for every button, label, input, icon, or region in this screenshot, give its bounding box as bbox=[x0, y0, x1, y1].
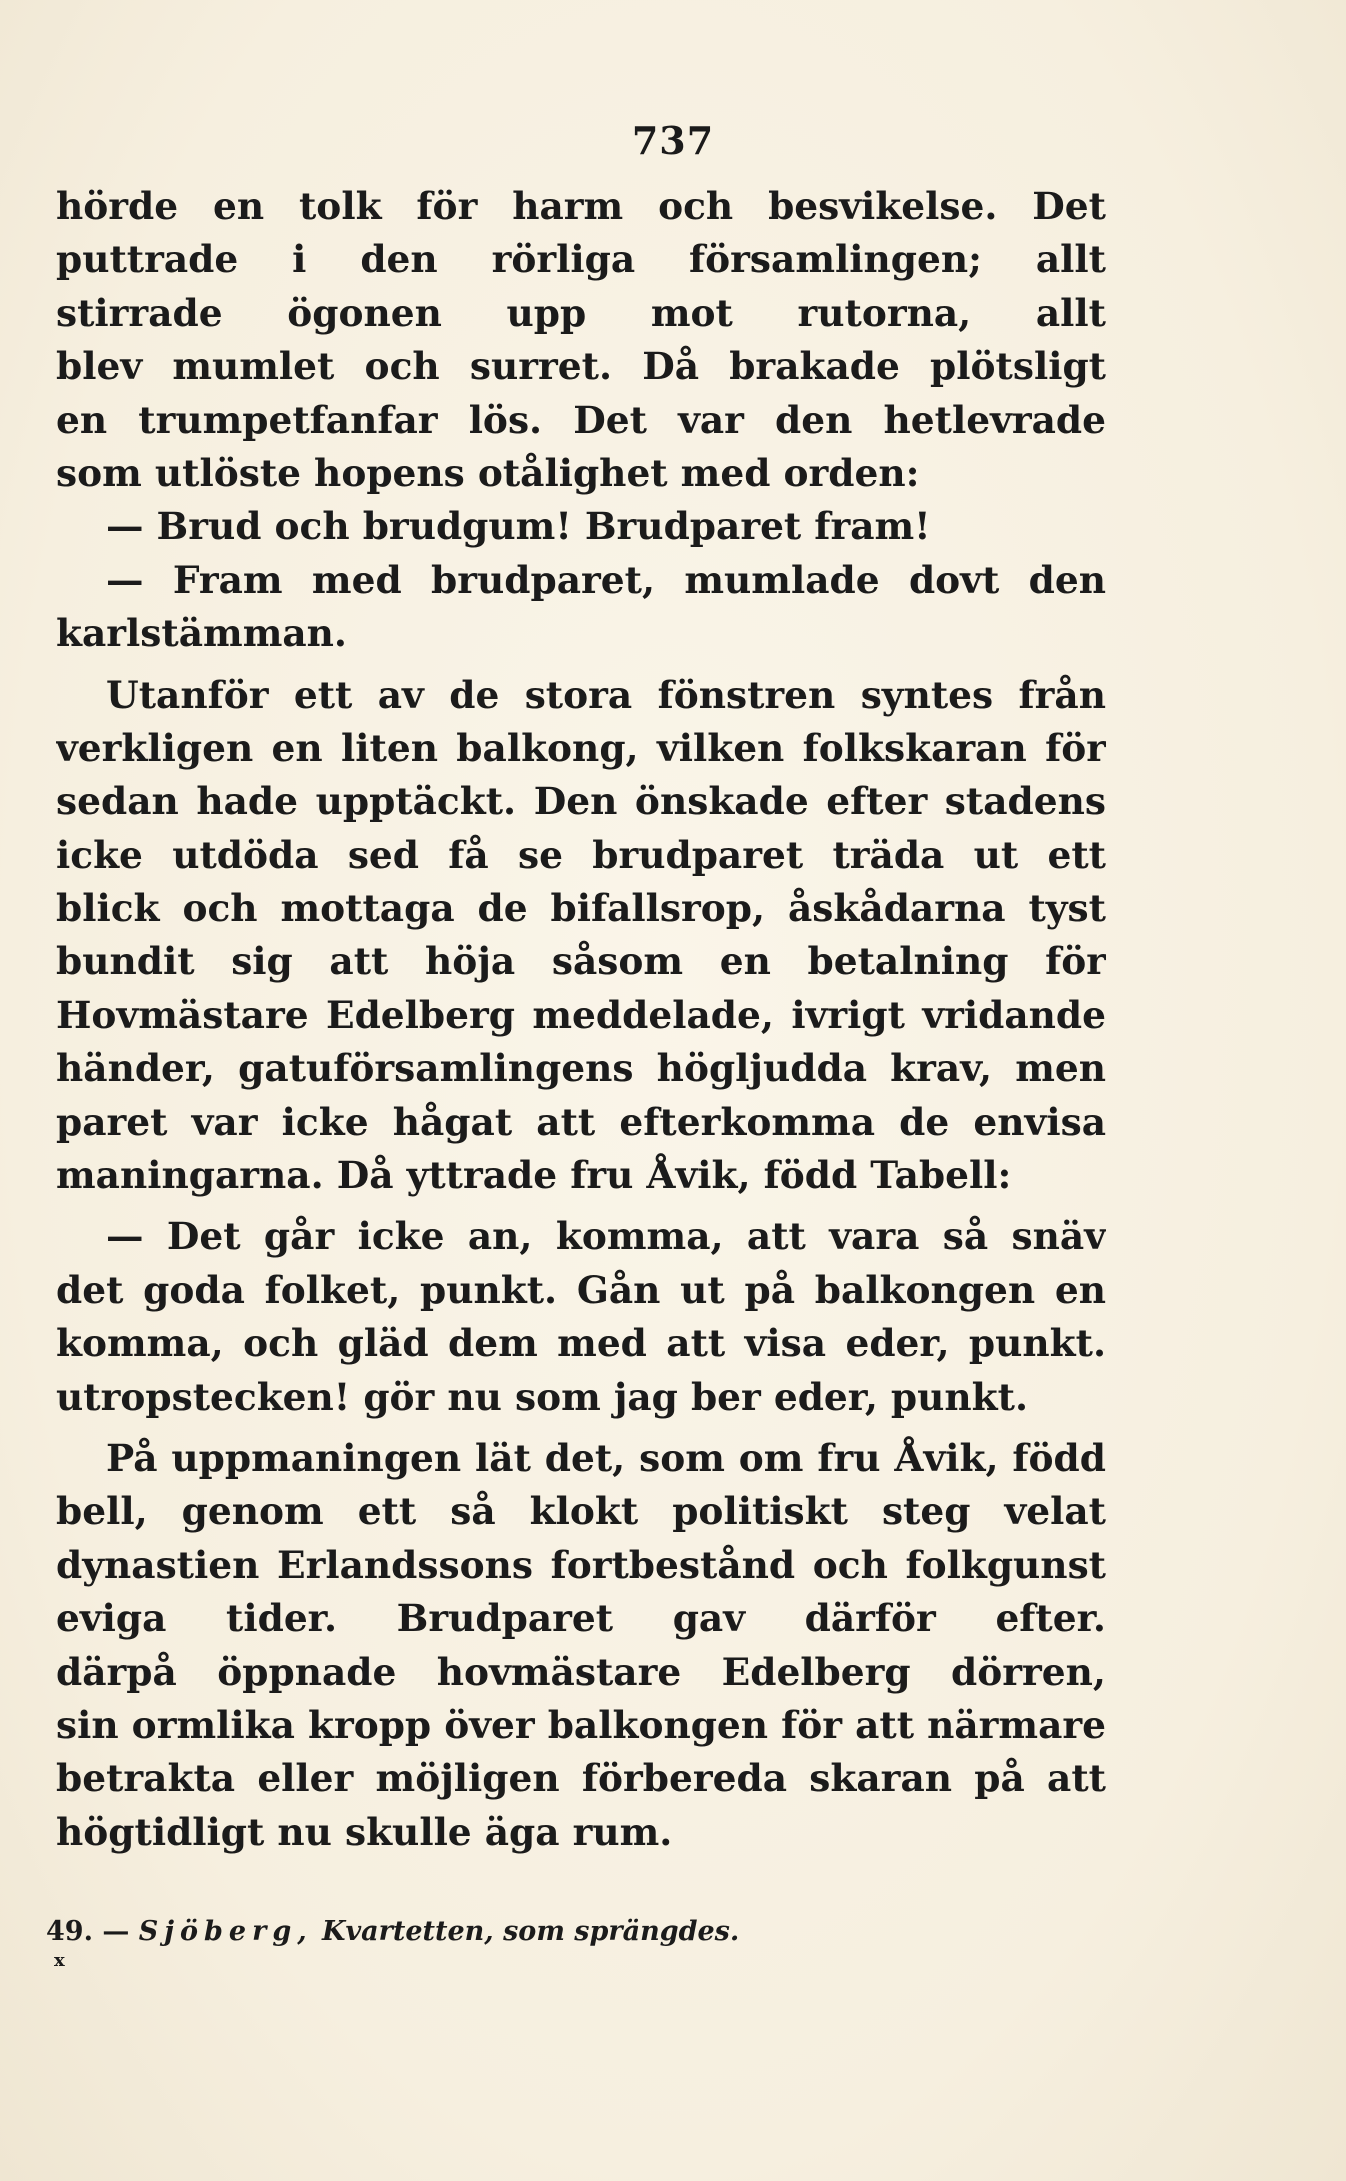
text-line: komma, och gläd dem med att visa eder, punkt. bbox=[56, 1321, 1106, 1366]
text-line: dynastien Erlandssons fortbestånd och folkgunst bbox=[56, 1542, 1106, 1587]
page-number: 737 bbox=[631, 118, 715, 163]
paragraph-start-line: På uppmaningen lät det, som om fru Åvik, född bbox=[106, 1435, 1106, 1480]
dialogue-line: — Det går icke an, komma, att vara så snäv bbox=[106, 1214, 1106, 1259]
text-line: stirrade ögonen upp mot rutorna, allt bbox=[56, 290, 1106, 335]
text-line: därpå öppnade hovmästare Edelberg dörren, bbox=[56, 1649, 1106, 1694]
text-line: Hovmästare Edelberg meddelade, ivrigt vridande bbox=[56, 992, 1106, 1037]
dialogue-line: — Fram med brudparet, mumlade dovt den bbox=[106, 557, 1106, 602]
dialogue-line: — Brud och brudgum! Brudparet fram! bbox=[106, 504, 931, 549]
text-line: som utlöste hopens otålighet med orden: bbox=[56, 450, 920, 495]
text-line: en trumpetfanfar lös. Det var den hetlevrade bbox=[56, 397, 1106, 442]
paragraph-start-line: Utanför ett av de stora fönstren syntes från bbox=[106, 672, 1106, 717]
text-line: det goda folket, punkt. Gån ut på balkongen en bbox=[56, 1267, 1106, 1312]
text-line: icke utdöda sed få se brudparet träda ut ett bbox=[56, 832, 1106, 877]
text-line: utropstecken! gör nu som jag ber eder, punkt. bbox=[56, 1374, 1029, 1419]
signature-author: Sjöberg, bbox=[138, 1916, 313, 1947]
text-line: paret var icke hågat att efterkomma de envisa bbox=[56, 1099, 1106, 1144]
text-line: puttrade i den rörliga församlingen; allt bbox=[56, 237, 1106, 282]
signature-title: Kvartetten, som sprängdes. bbox=[322, 1916, 740, 1947]
text-line: hörde en tolk för harm och besvikelse. Det bbox=[56, 184, 1106, 228]
body-text bbox=[56, 180, 1106, 1859]
text-line: blev mumlet och surret. Då brakade plötsligt bbox=[56, 344, 1106, 389]
text-line: sin ormlika kropp över balkongen för att närmare bbox=[56, 1702, 1106, 1747]
text-line: karlstämman. bbox=[56, 611, 347, 656]
text-line: verkligen en liten balkong, vilken folkskaran för bbox=[56, 725, 1106, 770]
text-line: händer, gatuförsamlingens högljudda krav, men bbox=[56, 1046, 1106, 1091]
text-line: maningarna. Då yttrade fru Åvik, född Tabell: bbox=[56, 1153, 1012, 1198]
printer-signature bbox=[46, 1916, 739, 1947]
text-line: bell, genom ett så klokt politiskt steg velat bbox=[56, 1489, 1106, 1534]
text-line: högtidligt nu skulle äga rum. bbox=[56, 1809, 673, 1854]
text-line: eviga tider. Brudparet gav därför efter. bbox=[56, 1596, 1106, 1641]
signature-number: 49. — bbox=[46, 1916, 130, 1947]
text-line: blick och mottaga de bifallsrop, åskådarna tyst bbox=[56, 886, 1106, 931]
signature-mark: x bbox=[54, 1950, 65, 1971]
text-line: bundit sig att höja såsom en betalning för bbox=[56, 939, 1106, 984]
text-line: sedan hade upptäckt. Den önskade efter stadens bbox=[56, 779, 1106, 824]
text-line: betrakta eller möjligen förbereda skaran på att bbox=[56, 1756, 1106, 1801]
